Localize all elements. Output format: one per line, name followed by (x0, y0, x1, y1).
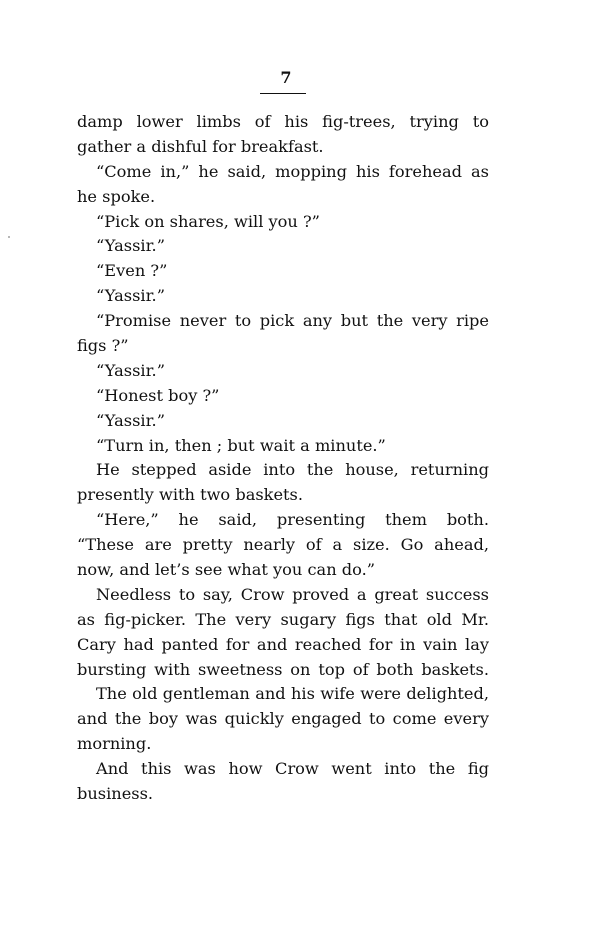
page-number: 7 (280, 68, 292, 87)
text-line: business. (77, 784, 154, 804)
body-text (77, 110, 489, 807)
text-line: and the boy was quickly engaged to come every (77, 709, 489, 729)
text-line: Cary had panted for and reached for in vain lay (77, 634, 489, 654)
text-line: now, and let’s see what you can do.” (77, 560, 376, 580)
text-line: Needless to say, Crow proved a great success (96, 584, 489, 604)
text-line: “Here,” he said, presenting them both. (96, 510, 489, 530)
text-line: “Even ?” (96, 261, 168, 281)
text-line: “Yassir.” (96, 236, 165, 256)
page-number-rule (260, 93, 306, 94)
text-line: “Come in,” he said, mopping his forehead as (96, 161, 489, 181)
text-line: damp lower limbs of his fig-trees, trying to (77, 112, 489, 131)
text-line: “Pick on shares, will you ?” (96, 211, 320, 231)
text-line: morning. (77, 734, 152, 754)
text-line: as fig-picker. The very sugary figs that old Mr. (77, 609, 489, 629)
text-line: “Yassir.” (96, 286, 165, 306)
text-line: “Yassir.” (96, 360, 165, 380)
text-line: presently with two baskets. (77, 485, 303, 505)
text-line: “Promise never to pick any but the very ripe (96, 311, 489, 331)
text-line: “Turn in, then ; but wait a minute.” (96, 435, 386, 455)
text-line: “Yassir.” (96, 410, 165, 430)
scan-mark (8, 236, 10, 238)
text-line: gather a dishful for breakfast. (77, 136, 324, 156)
text-line: figs ?” (77, 336, 129, 356)
text-line: He stepped aside into the house, returning (96, 460, 489, 480)
text-line: he spoke. (77, 186, 156, 206)
text-line: “Honest boy ?” (96, 385, 220, 405)
text-line: And this was how Crow went into the fig (96, 759, 489, 779)
text-line: The old gentleman and his wife were delighted, (96, 684, 489, 704)
text-line: bursting with sweetness on top of both baskets. (77, 659, 489, 679)
text-line: “These are pretty nearly of a size. Go ahead, (77, 535, 489, 555)
